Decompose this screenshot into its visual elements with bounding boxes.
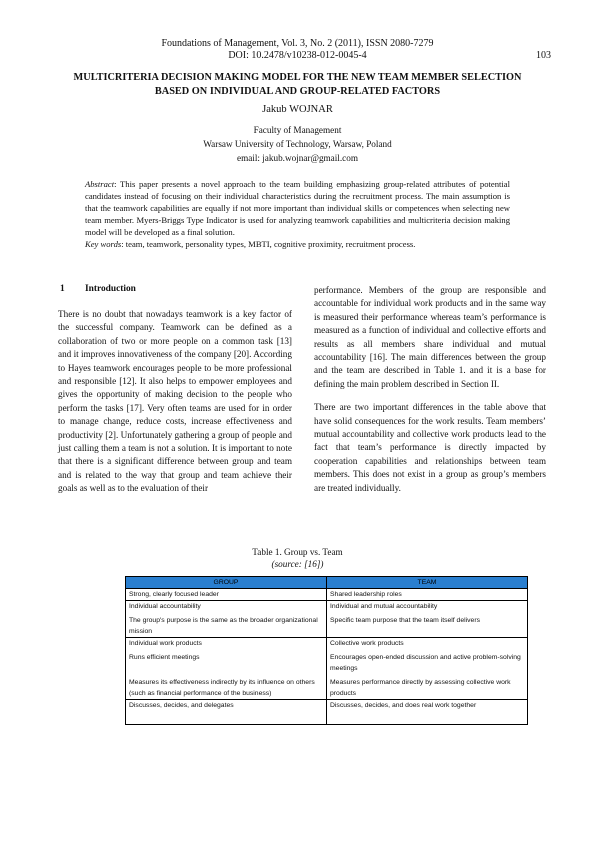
doi-line: DOI: 10.2478/v10238-012-0045-4 [228,50,367,61]
cell-line: Individual accountability [129,603,201,610]
title-line-2: BASED ON INDIVIDUAL AND GROUP-RELATED FACTORS [154,86,441,97]
cell-line: Individual work products [129,640,202,647]
cell-line: Shared leadership roles [330,591,402,598]
group-vs-team-table [125,576,528,725]
affiliation-university: Warsaw University of Technology, Warsaw, Poland [203,139,392,149]
table-row [126,638,528,700]
keywords-paragraph [85,238,510,250]
table-header-row [126,577,528,589]
paper-title [40,71,555,99]
table-cell-team [327,700,528,725]
right-column [314,284,546,505]
table-cell-team [327,601,528,638]
cell-line: Strong, clearly focused leader [129,591,219,598]
author-name: Jakub WOJNAR [262,104,333,115]
abstract-text: : This paper presents a novel approach to the team building emphasizing group-related attributes of potential candidates instead of focusing on their individual characteristics during the recruitment process. The main assumption is that the teamwork capabilities are equally if not more important than individual skills or competences when selecting new team member. Myers-Briggs Type Indicator is used for analyzing teamwork capabilities and multicriteria decision making model will be developed as a final solution. [85,179,510,237]
section-title: Introduction [85,284,136,294]
keywords-text: : team, teamwork, personality types, MBTI, cognitive proximity, recruitment process. [121,239,416,249]
left-column [58,308,292,506]
cell-line: Measures performance directly by assessing collective work products [330,679,511,697]
cell-line: The group's purpose is the same as the broader organizational mission [129,617,318,635]
cell-line: Discusses, decides, and delegates [129,702,234,709]
table-cell-team [327,638,528,700]
table-row [126,589,528,601]
cell-line: Collective work products [330,640,404,647]
table-caption: Table 1. Group vs. Team [252,547,343,557]
body-paragraph: performance. Members of the group are responsible and accountable for individual work products and in the same way is measured their performance whereas team’s performance is measured as a function of individual and collective efforts and results as all members share individual and mutual accountability [16]. The main differences between the group and the team are described in Table 1. and it is a base for defining the main problem described in Section II. [314,285,546,389]
table-cell-group [126,601,327,638]
title-line-1: MULTICRITERIA DECISION MAKING MODEL FOR THE NEW TEAM MEMBER SELECTION [73,72,522,83]
column-header-team: TEAM [327,577,528,589]
cell-line: Runs efficient meetings [129,654,200,661]
table-row [126,601,528,638]
affiliation-faculty: Faculty of Management [253,125,342,135]
cell-line: Individual and mutual accountability [330,603,438,610]
running-header [0,38,595,62]
cell-line: Discusses, decides, and does real work together [330,702,477,709]
affiliation-email: email: jakub.wojnar@gmail.com [237,153,358,163]
keywords-label: Key words [85,239,122,249]
abstract-label: Abstract [85,179,115,189]
column-header-group: GROUP [126,577,327,589]
abstract-paragraph [85,178,510,238]
cell-line: Specific team purpose that the team itself delivers [330,617,480,624]
section-number: 1 [60,284,65,294]
table-cell-group [126,700,327,725]
table-cell-group [126,638,327,700]
body-paragraph: There are two important differences in the table above that have solid consequences for the work results. Team members’ mutual accountability and collective work products lead to the fact that team’s performance is directly impacted by cooperation capabilities and relationships between team members. This does not exist in a group as group’s members are treated individually. [314,402,546,493]
table-cell-team [327,589,528,601]
journal-line: Foundations of Management, Vol. 3, No. 2 (2011), ISSN 2080-7279 [161,38,434,49]
table-source: (source: [16]) [271,559,324,569]
table-cell-group [126,589,327,601]
affiliation [0,123,595,165]
abstract-block [85,178,510,250]
cell-line: Measures its effectiveness indirectly by its influence on others (such as financial performance of the business) [129,679,315,697]
table-row [126,700,528,725]
page-number: 103 [536,50,551,61]
cell-line: Encourages open-ended discussion and active problem-solving meetings [330,654,521,672]
body-paragraph: There is no doubt that nowadays teamwork is a key factor of the successful company. Teamwork can be defined as a collaboration of two or more people on a common task [13] and it improves innovativeness of the company [20]. According to Hayes teamwork encourages people to be more professional and responsible [12]. It also helps to empower employees and gives the opportunity of making decision to the people who perform the tasks [17]. Very often teams are used for in order to manage change, reduce costs, increase effectiveness and productivity [2]. Unfortunately gathering a group of people and just calling them a team is not a solution. It is important to note that there is a significant difference between group and team and is related to the way that group and team achieve their goals as well as to the evaluation of their [58,309,292,494]
